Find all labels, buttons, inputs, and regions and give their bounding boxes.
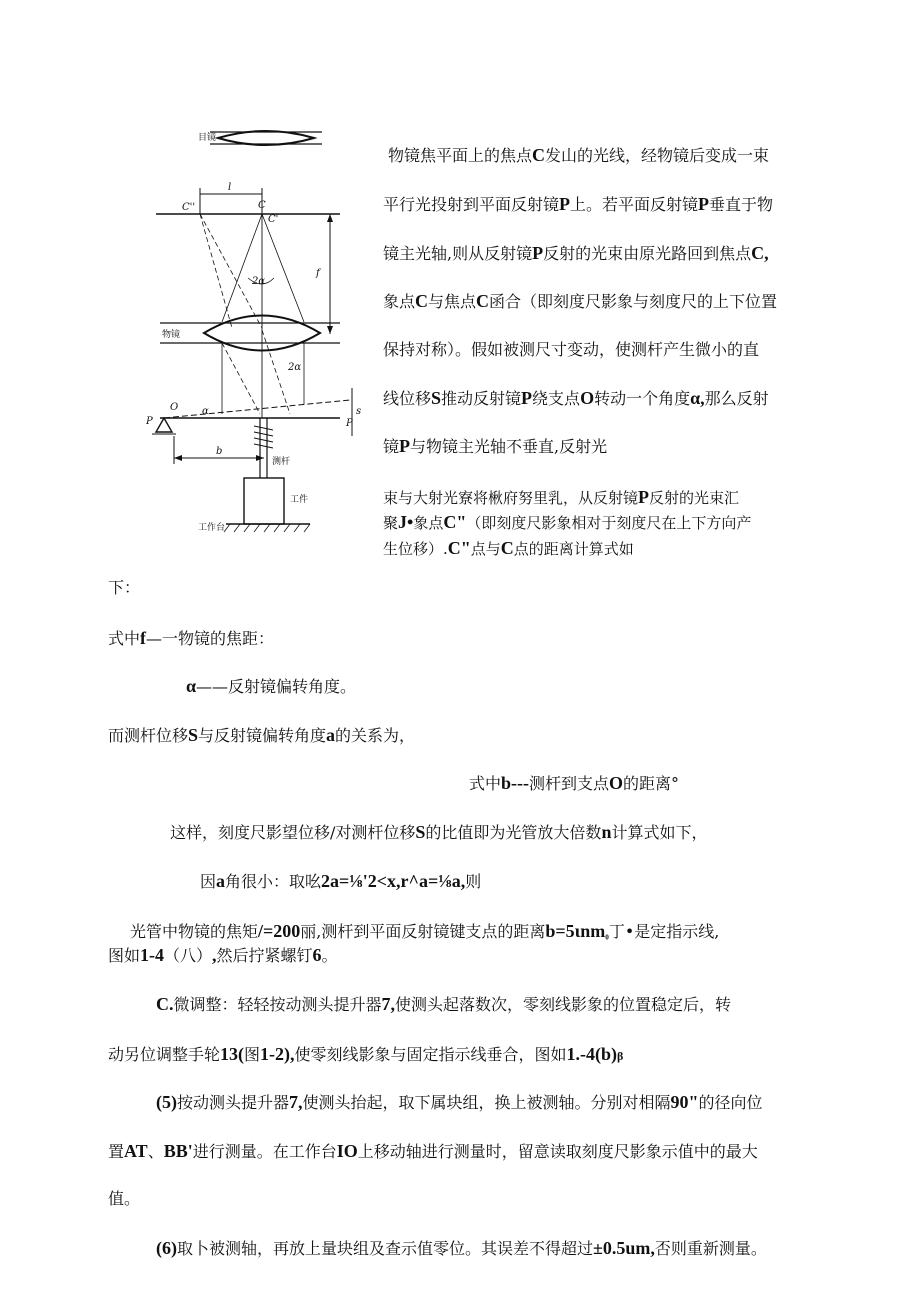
optical-lever-diagram xyxy=(140,118,372,548)
label-b: b xyxy=(216,446,223,457)
text-focal-2: 图如1-4（八）,然后拧紧螺钉6。 xyxy=(108,945,338,965)
label-2alpha-bottom: 2α xyxy=(288,362,302,373)
label-c-prime: C' xyxy=(268,214,279,225)
text-step6: (6)取卜被测轴，再放上量块组及查示值零位。其误差不得超过±0.5um,否则重新测量。 xyxy=(156,1238,767,1258)
label-p-right: P xyxy=(346,418,353,429)
label-c-double: C'' xyxy=(182,202,196,213)
text-fine-2: 动另位调整手轮13(图1-2),使零刻线影象与固定指示线垂合，图如1.-4(b)β xyxy=(108,1044,624,1064)
label-l: l xyxy=(228,182,232,193)
pivot-support xyxy=(156,418,172,432)
side-line-9: 聚J•象点C"（即刻度尺影象相对于刻度尺在上下方向产 xyxy=(383,512,752,532)
measuring-rod-label: 测杆 xyxy=(272,457,291,467)
worktable-label: 工作台 xyxy=(198,523,226,533)
text-step5-2: 置AT、BB'进行测量。在工作台IO上移动轴进行测量时，留意读取刻度尺影象示值中的最大 xyxy=(108,1141,758,1161)
label-s: s xyxy=(356,406,362,417)
text-b-def: 式中b---测杆到支点O的距离° xyxy=(469,773,680,793)
side-line-8: 束与大射光寮将楸府努里乳，从反射镜P反射的光束汇 xyxy=(383,487,740,507)
label-alpha: α xyxy=(202,406,209,417)
text-step5-1: (5)按动测头提升器7,使测头抬起，取下属块组，换上被测轴。分别对相隔90"的径向位 xyxy=(156,1092,763,1112)
side-line-10: 生位移）.C"点与C点的距离计算式如 xyxy=(383,538,634,558)
text-xia: 下： xyxy=(108,578,141,597)
side-line-3: 镜主光轴,则从反射镜P反射的光束由原光路回到焦点C, xyxy=(383,243,769,263)
side-line-1: 物镜焦平面上的焦点C发山的光线，经物镜后变成一束 xyxy=(388,145,770,165)
text-alpha-def: α——反射镜偏转角度。 xyxy=(186,676,357,696)
workpiece-block xyxy=(244,478,284,524)
side-line-6: 线位移S推动反射镜P绕支点O转动一个角度α,那么反射 xyxy=(383,388,769,408)
label-f: f xyxy=(316,268,320,279)
side-line-5: 保持对称）。假如被测尺寸变动，使测杆产生微小的直 xyxy=(383,340,760,359)
text-ratio: 这样，刻度尺影望位移/对测杆位移S的比值即为光管放大倍数n计算式如下， xyxy=(170,822,708,842)
measuring-rod xyxy=(254,418,273,478)
mirror-tilted xyxy=(164,400,350,418)
text-small-angle: 因a角很小：取吆2a=⅛'2<x,r^a=⅛a,则 xyxy=(200,871,482,891)
text-focal-1: 光管中物镜的焦矩/=200丽,测杆到平面反射镜键支点的距离b=5ιnm₀丁•是定指示线, xyxy=(130,921,720,941)
text-relation: 而测杆位移S与反射镜偏转角度a的关系为， xyxy=(108,725,416,745)
label-2alpha-top: 2α xyxy=(252,276,266,287)
light-rays xyxy=(200,214,304,414)
text-f-def: 式中f—一物镜的焦距： xyxy=(108,628,275,648)
label-c: C xyxy=(258,200,266,211)
side-line-7: 镜P与物镜主光轴不垂直,反射光 xyxy=(383,436,608,456)
workpiece-label: 工件 xyxy=(290,495,309,505)
objective-lens xyxy=(160,316,340,351)
label-o: O xyxy=(170,402,179,413)
text-fine-1: C.微调整：轻轻按动测头提升器7,使测头起落数次，零刻线影象的位置稳定后，转 xyxy=(156,994,732,1014)
side-line-2: 平行光投射到平面反射镜P上。若平面反射镜P垂直于物 xyxy=(383,194,774,214)
eyepiece-label: 目镜 xyxy=(198,133,217,143)
text-step5-3: 值。 xyxy=(108,1189,141,1208)
eyepiece-lens xyxy=(210,131,322,145)
objective-label: 物镜 xyxy=(162,330,181,340)
side-line-4: 象点C与焦点C函合（即刻度尺影象与刻度尺的上下位置 xyxy=(383,291,778,311)
label-p-left: P xyxy=(146,416,153,427)
